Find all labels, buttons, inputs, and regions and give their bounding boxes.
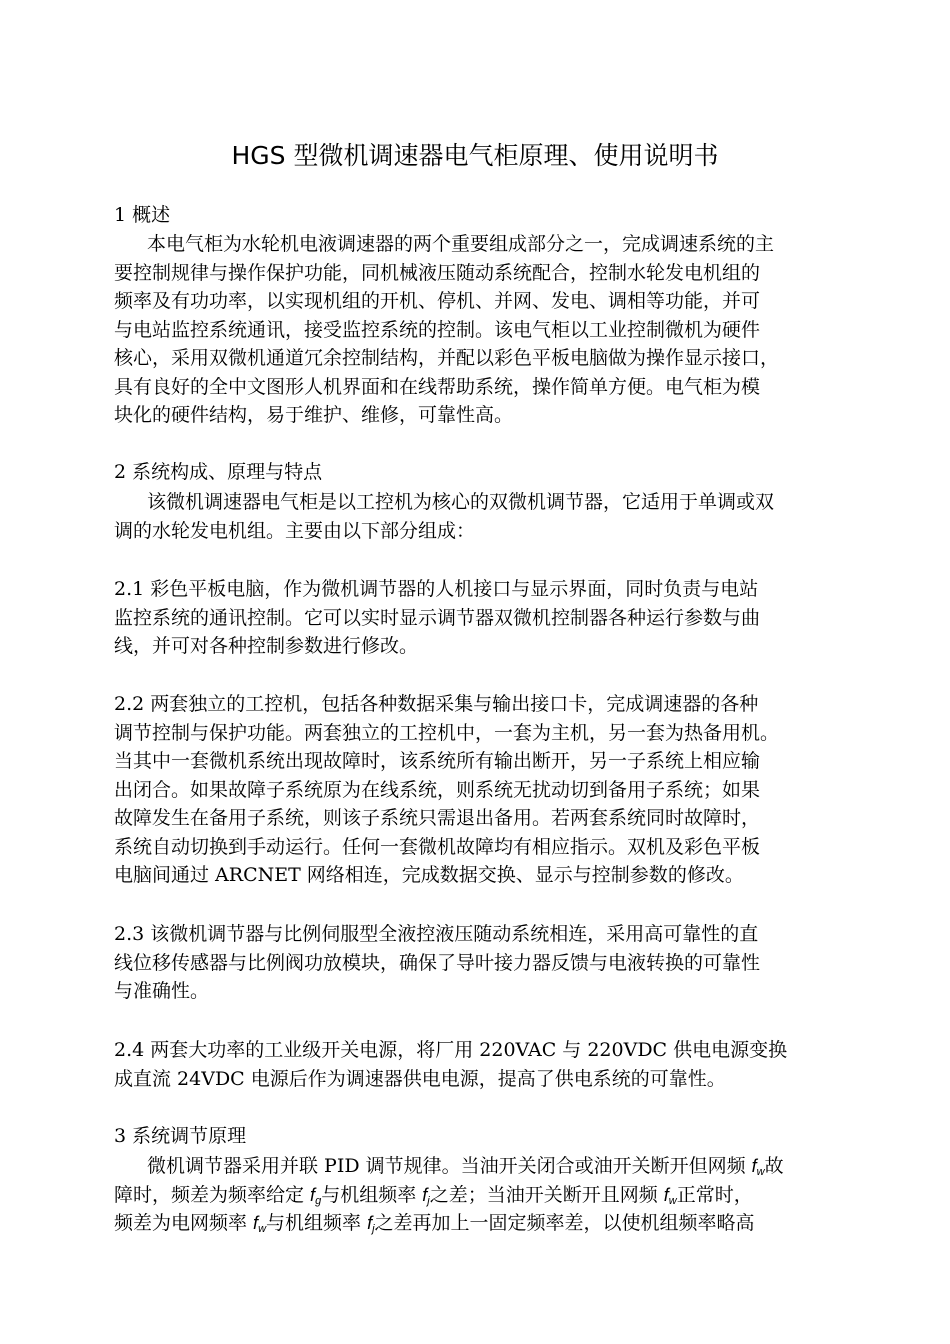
text-line: 与电站监控系统通讯，接受监控系统的控制。该电气柜以工业控制微机为硬件 bbox=[114, 318, 761, 341]
symbol-f: f bbox=[751, 1156, 757, 1176]
text-line bbox=[114, 1152, 904, 1181]
text-segment: 微机调节器采用并联 PID 调节规律。当油开关闭合或油开关断开但网频 bbox=[147, 1155, 752, 1177]
text-line: 电脑间通过 ARCNET 网络相连，完成数据交换、显示与控制参数的修改。 bbox=[114, 864, 744, 886]
section-1-heading: 1 概述 bbox=[114, 204, 171, 226]
text-line: 该微机调速器电气柜是以工控机为核心的双微机调节器，它适用于单调或双 bbox=[147, 491, 775, 513]
text-segment: 频差为电网频率 bbox=[114, 1212, 254, 1234]
text-line: 系统自动切换到手动运行。任何一套微机故障均有相应指示。双机及彩色平板 bbox=[114, 835, 761, 858]
text-segment: 之差再加上一固定频率差，以使机组频率略高 bbox=[374, 1212, 755, 1234]
text-line: 2.2 两套独立的工控机，包括各种数据采集与输出接口卡，完成调速器的各种 bbox=[114, 693, 759, 715]
section-2-2-paragraph bbox=[114, 690, 904, 890]
text-line: 核心，采用双微机通道冗余控制结构，并配以彩色平板电脑做为操作显示接口， bbox=[114, 347, 780, 369]
subscript-j: j bbox=[427, 1194, 430, 1207]
section-3-heading: 3 系统调节原理 bbox=[114, 1125, 247, 1147]
symbol-f: f bbox=[253, 1213, 259, 1233]
text-line: 与准确性。 bbox=[114, 980, 210, 1002]
text-line: 调节控制与保护功能。两套独立的工控机中，一套为主机，另一套为热备用机。 bbox=[114, 721, 780, 744]
text-line: 要控制规律与操作保护功能，同机械液压随动系统配合，控制水轮发电机组的 bbox=[114, 261, 761, 284]
text-line: 调的水轮发电机组。主要由以下部分组成： bbox=[114, 519, 476, 542]
text-line: 线，并可对各种控制参数进行修改。 bbox=[114, 635, 419, 657]
text-line: 2.3 该微机调节器与比例伺服型全液控液压随动系统相连，采用高可靠性的直 bbox=[114, 923, 759, 945]
text-line: 2.1 彩色平板电脑，作为微机调节器的人机接口与显示界面，同时负责与电站 bbox=[114, 578, 759, 600]
text-segment: 之差；当油开关断开且网频 bbox=[429, 1183, 664, 1206]
text-line: 成直流 24VDC 电源后作为调速器供电电源，提高了供电系统的可靠性。 bbox=[114, 1067, 726, 1090]
subscript-j: j bbox=[372, 1223, 375, 1235]
text-line bbox=[114, 1181, 904, 1210]
section-2-3-paragraph bbox=[114, 920, 904, 1006]
symbol-f: f bbox=[663, 1184, 669, 1205]
section-3-paragraph bbox=[114, 1152, 904, 1238]
subscript-g: g bbox=[315, 1194, 322, 1207]
text-line: 块化的硬件结构，易于维护、维修，可靠性高。 bbox=[114, 404, 514, 426]
text-segment: 与机组频率 bbox=[321, 1183, 423, 1206]
section-2-paragraph bbox=[114, 488, 904, 545]
subscript-w: w bbox=[258, 1223, 267, 1235]
text-line: 当其中一套微机系统出现故障时，该系统所有输出断开，另一子系统上相应输 bbox=[114, 750, 761, 772]
text-line: 本电气柜为水轮机电液调速器的两个重要组成部分之一，完成调速系统的主 bbox=[147, 233, 775, 255]
text-line: 监控系统的通讯控制。它可以实时显示调节器双微机控制器各种运行参数与曲 bbox=[114, 606, 761, 629]
symbol-f: f bbox=[310, 1184, 316, 1205]
text-segment: 障时，频差为频率给定 bbox=[114, 1183, 311, 1206]
text-segment: 与机组频率 bbox=[266, 1212, 368, 1234]
section-1-paragraph bbox=[114, 230, 904, 430]
text-segment: 正常时， bbox=[676, 1183, 753, 1206]
text-line: 出闭合。如果故障子系统原为在线系统，则系统无扰动切到备用子系统；如果 bbox=[114, 778, 761, 801]
text-line bbox=[114, 1209, 904, 1238]
text-segment: 故 bbox=[764, 1155, 784, 1177]
symbol-f: f bbox=[367, 1213, 373, 1233]
text-line: 频率及有功功率，以实现机组的开机、停机、并网、发电、调相等功能，并可 bbox=[114, 290, 761, 312]
subscript-w: w bbox=[668, 1194, 677, 1207]
symbol-f: f bbox=[422, 1184, 428, 1205]
text-line: 线位移传感器与比例阀功放模块，确保了导叶接力器反馈与电液转换的可靠性 bbox=[114, 951, 761, 974]
text-line: 2.4 两套大功率的工业级开关电源，将厂用 220VAC 与 220VDC 供电电源变换 bbox=[114, 1039, 788, 1061]
section-2-4-paragraph bbox=[114, 1036, 904, 1093]
text-line: 具有良好的全中文图形人机界面和在线帮助系统，操作简单方便。电气柜为模 bbox=[114, 375, 761, 398]
section-2-heading: 2 系统构成、原理与特点 bbox=[114, 461, 323, 483]
document-title: HGS 型微机调速器电气柜原理、使用说明书 bbox=[231, 141, 719, 170]
subscript-w: w bbox=[756, 1166, 765, 1178]
section-2-1-paragraph bbox=[114, 575, 904, 661]
text-line: 故障发生在备用子系统，则该子系统只需退出备用。若两套系统同时故障时， bbox=[114, 807, 761, 829]
